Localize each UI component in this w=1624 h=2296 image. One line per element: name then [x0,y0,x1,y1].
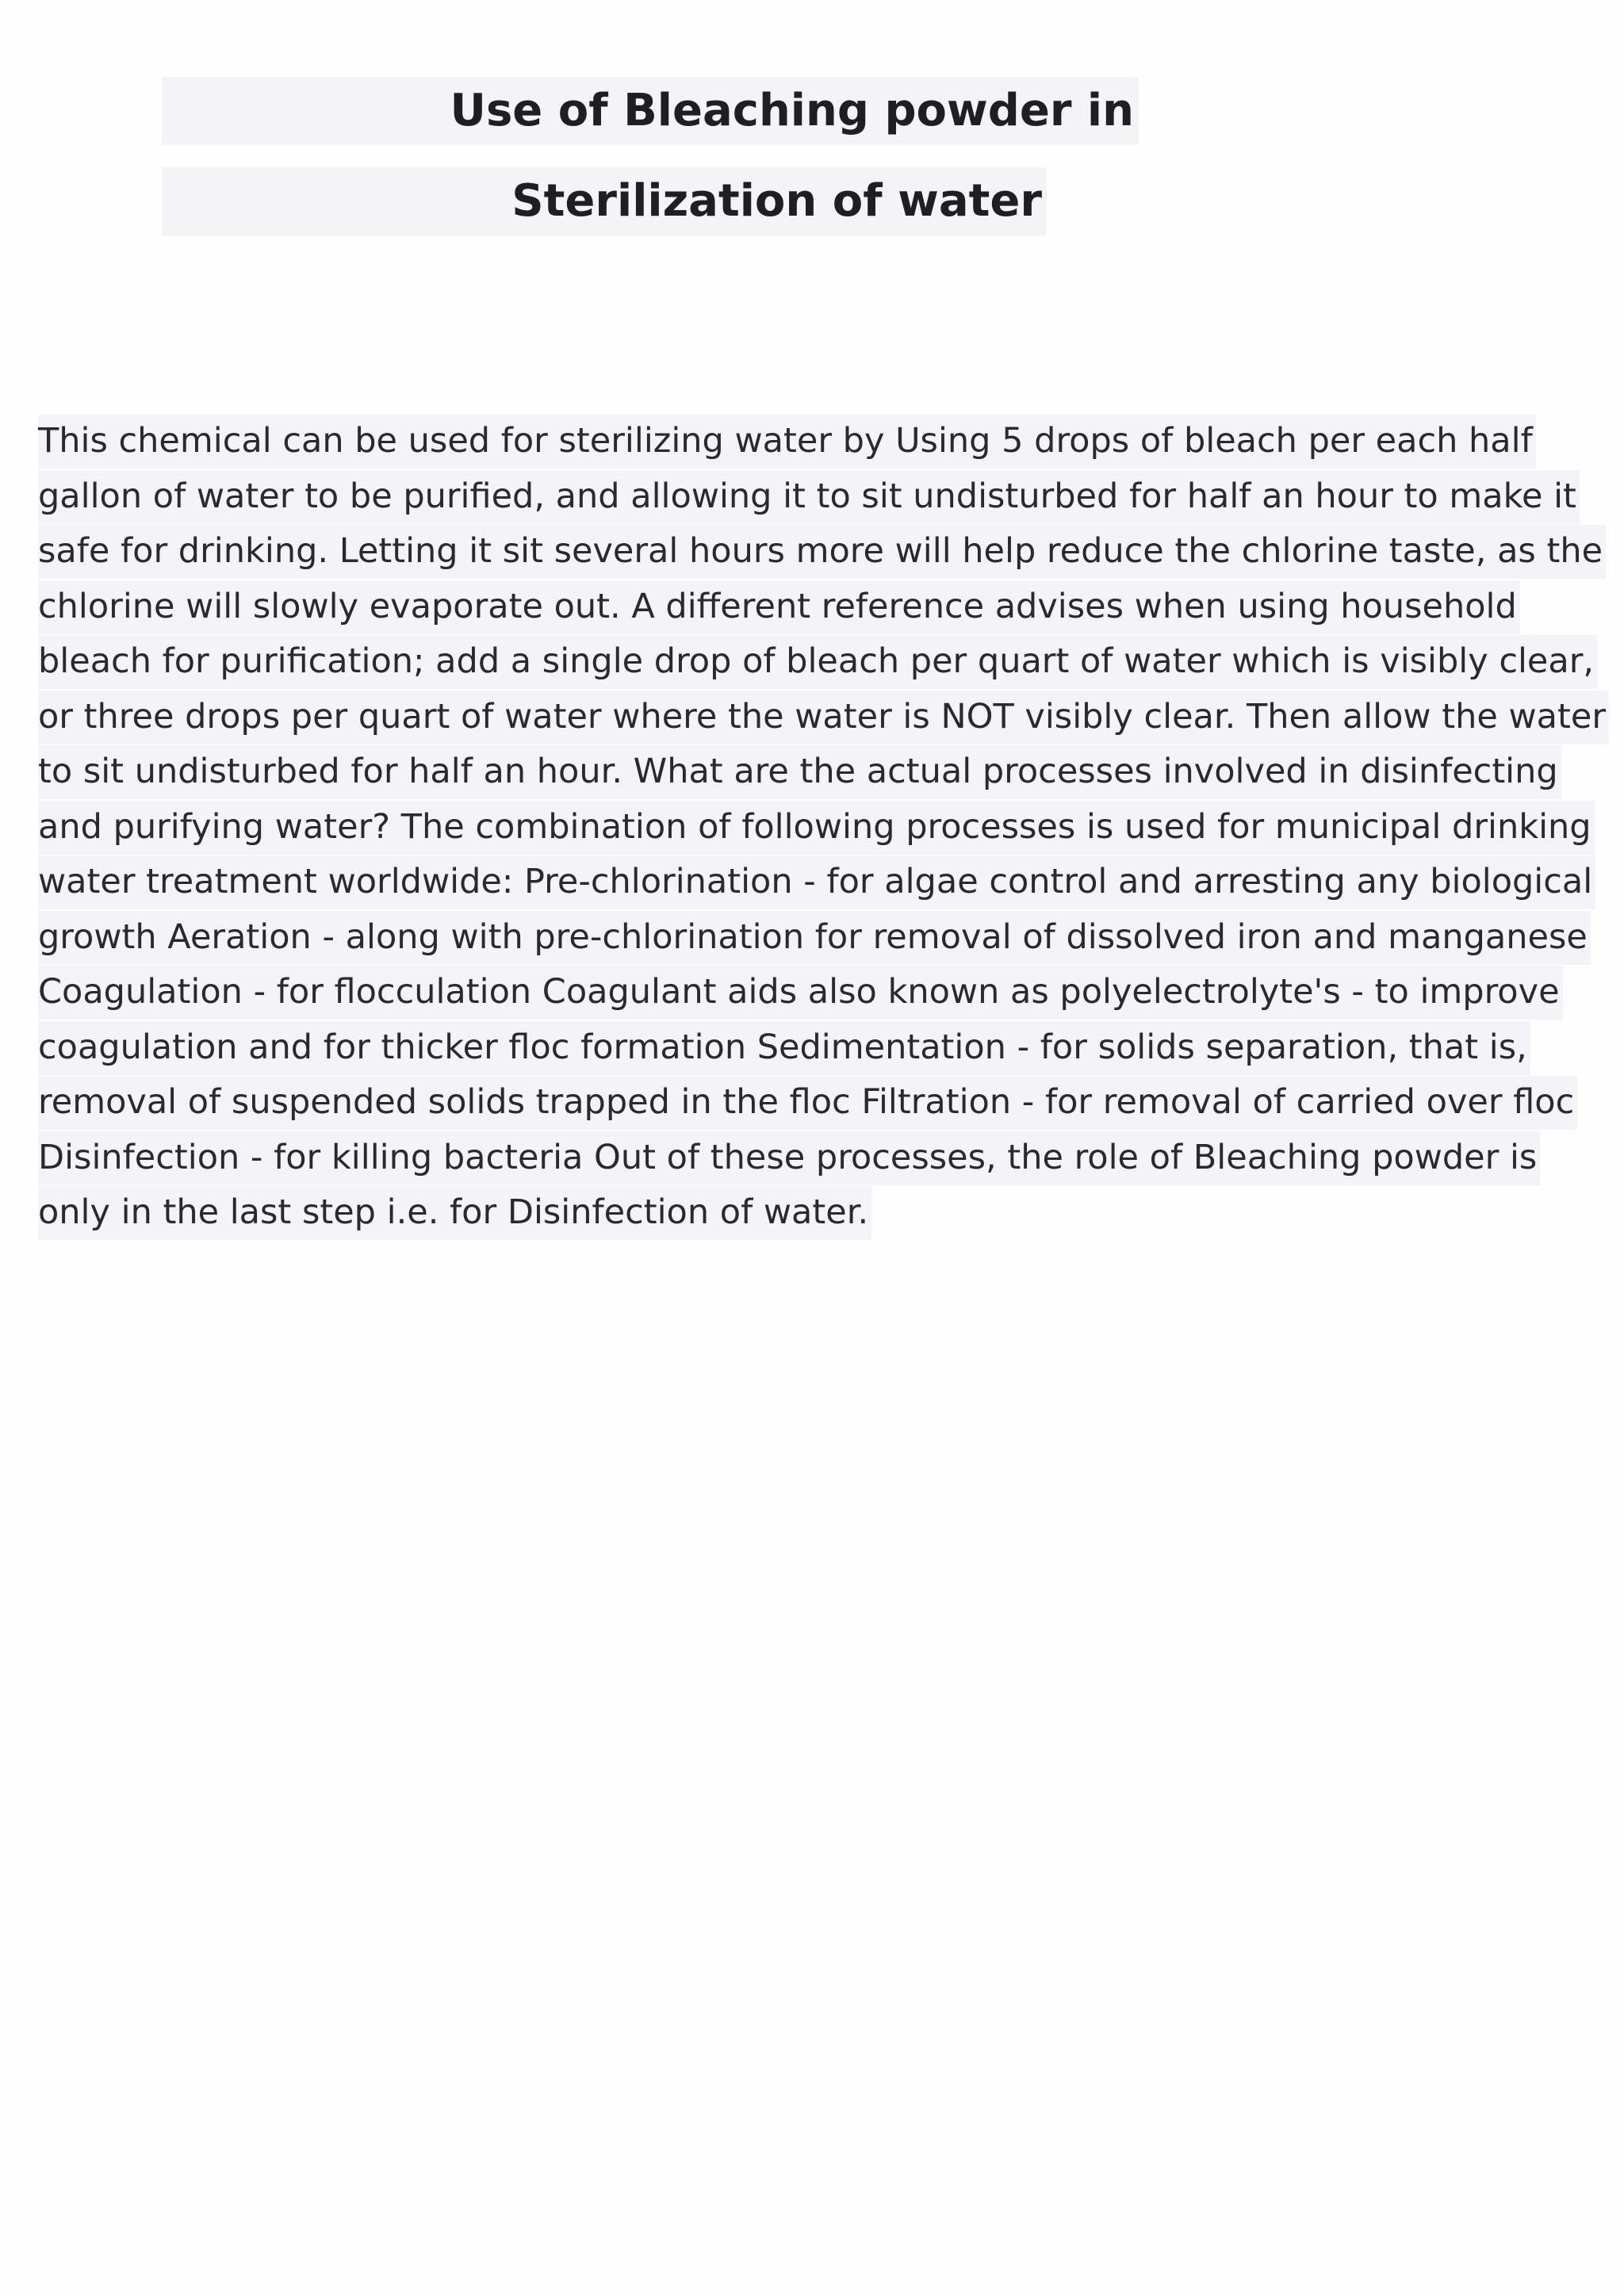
body-line [38,690,1606,745]
body-paragraph [38,414,1606,1241]
body-line-text: water treatment worldwide: Pre-chlorination - for algae control and arresting any biological [38,855,1595,909]
body-line-text: bleach for purification; add a single drop of bleach per quart of water which is visibly clear, [38,635,1597,689]
body-line [38,524,1603,580]
body-line [38,414,1599,469]
body-line [38,469,1599,525]
body-line [38,1020,1599,1076]
body-line-text: Disinfection - for killing bacteria Out of these processes, the role of Bleaching powder is [38,1131,1540,1185]
body-line [38,634,1599,690]
body-line-text: safe for drinking. Letting it sit several hours more will help reduce the chlorine taste, as the [38,525,1606,579]
body-line-text: to sit undisturbed for half an hour. What are the actual processes involved in disinfecting [38,745,1561,799]
body-line-text: coagulation and for thicker floc formation Sedimentation - for solids separation, that is, [38,1021,1530,1075]
body-line [38,965,1599,1020]
body-line [38,1075,1599,1131]
body-line-text: This chemical can be used for sterilizing water by Using 5 drops of bleach per each half [38,415,1536,469]
body-line [38,800,1599,855]
body-line [38,580,1599,635]
body-line-text: Coagulation - for flocculation Coagulant aids also known as polyelectrolyte's - to improve [38,966,1563,1020]
title-line-2: Sterilization of water [162,167,1047,235]
body-line [38,744,1599,800]
body-line-text: gallon of water to be purified, and allowing it to sit undisturbed for half an hour to make it [38,470,1580,524]
body-line-text: or three drops per quart of water where the water is NOT visibly clear. Then allow the water [38,691,1609,744]
body-line-text: chlorine will slowly evaporate out. A different reference advises when using household [38,580,1520,634]
body-line-text: only in the last step i.e. for Disinfection of water. [38,1186,871,1240]
body-line-text: growth Aeration - along with pre-chlorination for removal of dissolved iron and manganese [38,911,1591,965]
body-line [38,910,1599,966]
body-line-text: and purifying water? The combination of following processes is used for municipal drinking [38,801,1595,855]
body-line [38,855,1599,910]
title-line-1: Use of Bleaching powder in [162,77,1139,145]
body-line [38,1131,1599,1186]
body-line [38,1185,1599,1241]
body-line-text: removal of suspended solids trapped in the floc Filtration - for removal of carried over floc [38,1076,1577,1130]
